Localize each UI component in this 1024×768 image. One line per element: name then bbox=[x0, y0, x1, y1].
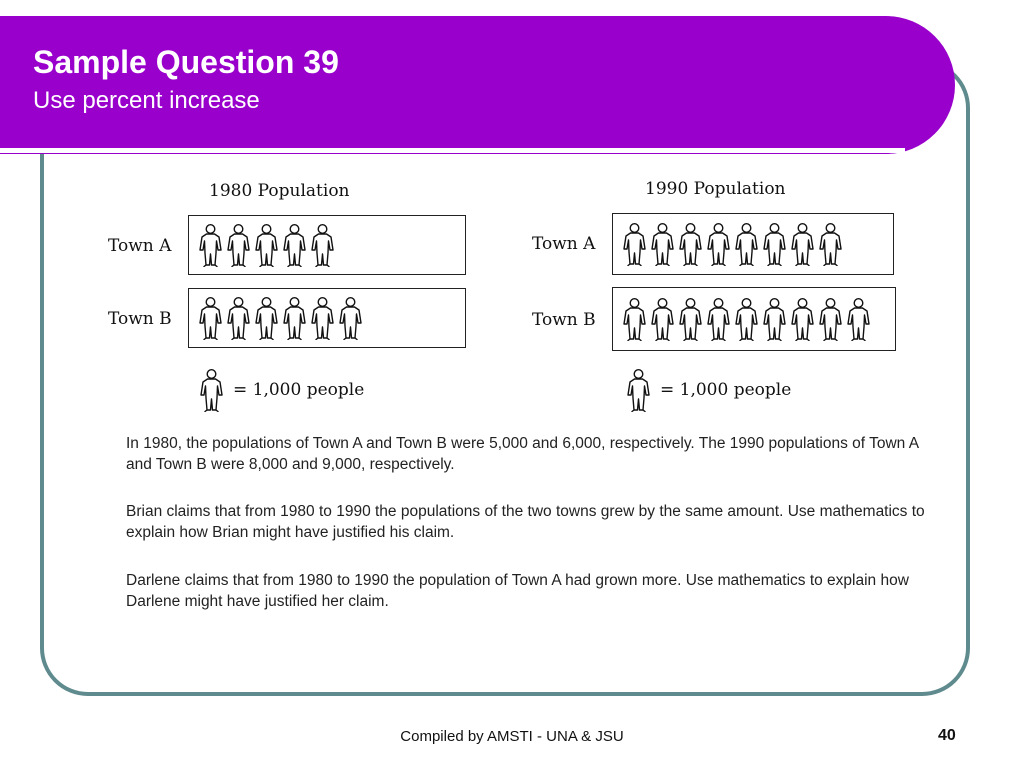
paragraph-brian-claim: Brian claims that from 1980 to 1990 the populations of the two towns grew by the same amount. Use mathematics to explain how Brian might have justified his claim. bbox=[126, 503, 925, 541]
person-icon bbox=[733, 297, 760, 341]
person-icon bbox=[761, 297, 788, 341]
person-icon bbox=[817, 222, 844, 266]
person-icon bbox=[677, 297, 704, 341]
icon-box-1990-town-a bbox=[612, 213, 894, 275]
person-icon bbox=[705, 222, 732, 266]
row-label-1980-town-a: Town A bbox=[108, 236, 172, 256]
legend-1990 bbox=[625, 368, 791, 412]
person-icon bbox=[621, 297, 648, 341]
person-icon bbox=[845, 297, 872, 341]
person-icon bbox=[789, 297, 816, 341]
person-icon bbox=[337, 296, 364, 340]
legend-text-1990: = 1,000 people bbox=[660, 380, 792, 400]
row-label-1980-town-b: Town B bbox=[108, 309, 172, 329]
footer-credit: Compiled by AMSTI - UNA & JSU bbox=[400, 728, 624, 745]
person-icon bbox=[733, 222, 760, 266]
paragraph-darlene-claim: Darlene claims that from 1980 to 1990 the population of Town A had grown more. Use mathematics to explain how Darlene might have justified her claim. bbox=[126, 572, 909, 610]
person-icon bbox=[253, 223, 280, 267]
person-icon bbox=[225, 296, 252, 340]
person-icon bbox=[705, 297, 732, 341]
panel-title-1990: 1990 Population bbox=[645, 179, 786, 199]
person-icon bbox=[649, 222, 676, 266]
slide-subtitle: Use percent increase bbox=[33, 87, 260, 114]
person-icon bbox=[197, 296, 224, 340]
person-icon bbox=[309, 296, 336, 340]
person-icon bbox=[197, 223, 224, 267]
icon-box-1990-town-b bbox=[612, 287, 896, 351]
person-icon bbox=[649, 297, 676, 341]
row-label-1990-town-b: Town B bbox=[532, 310, 596, 330]
legend-text-1980: = 1,000 people bbox=[233, 380, 365, 400]
page-number: 40 bbox=[938, 727, 956, 744]
panel-title-1980: 1980 Population bbox=[209, 181, 350, 201]
person-icon bbox=[225, 223, 252, 267]
person-icon bbox=[281, 296, 308, 340]
person-icon bbox=[621, 222, 648, 266]
icon-box-1980-town-b bbox=[188, 288, 466, 348]
person-icon bbox=[761, 222, 788, 266]
slide-title: Sample Question 39 bbox=[33, 44, 339, 80]
paragraph-populations: In 1980, the populations of Town A and Town B were 5,000 and 6,000, respectively. The 1990 populations of Town A and Town B were 8,000 and 9,000, respectively. bbox=[126, 435, 919, 473]
person-icon bbox=[198, 368, 225, 412]
person-icon bbox=[789, 222, 816, 266]
person-icon bbox=[281, 223, 308, 267]
legend-1980 bbox=[198, 368, 364, 412]
person-icon bbox=[309, 223, 336, 267]
person-icon bbox=[625, 368, 652, 412]
person-icon bbox=[253, 296, 280, 340]
icon-box-1980-town-a bbox=[188, 215, 466, 275]
person-icon bbox=[817, 297, 844, 341]
row-label-1990-town-a: Town A bbox=[532, 234, 596, 254]
person-icon bbox=[677, 222, 704, 266]
